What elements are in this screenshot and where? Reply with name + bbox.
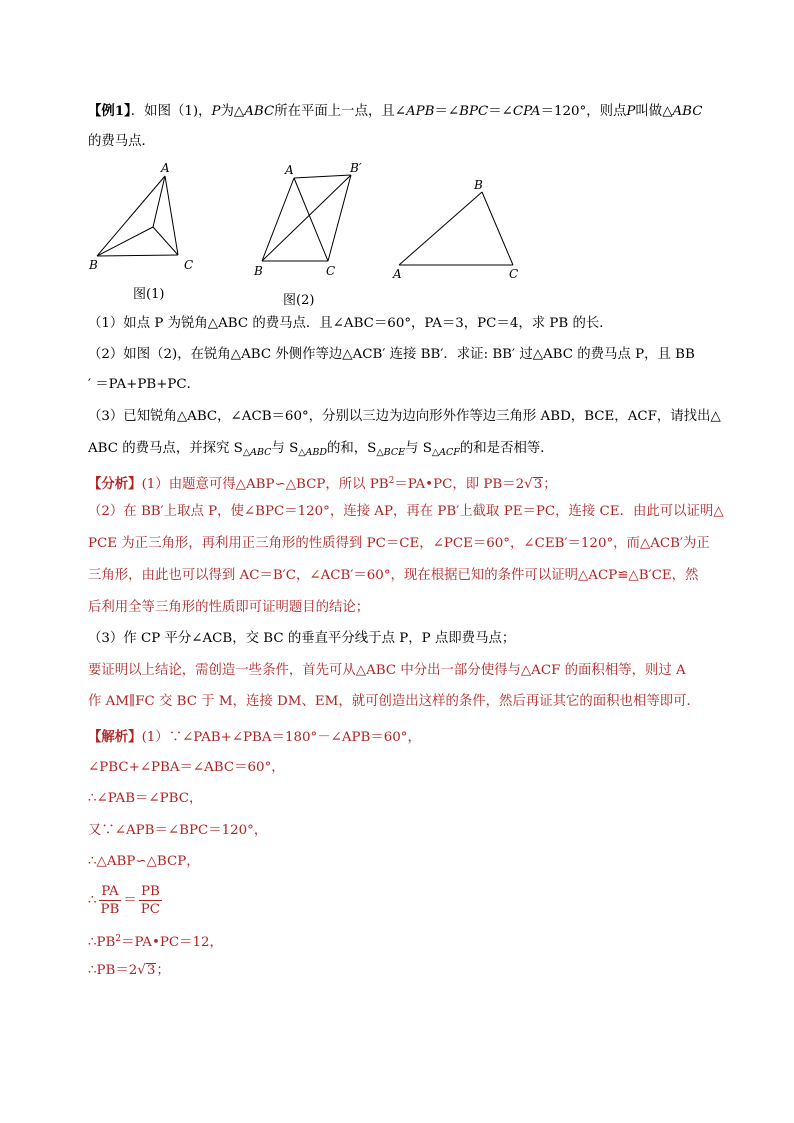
solution-line-8: ∴PB＝2√3； — [88, 963, 170, 978]
fig1-label-a: A — [161, 161, 170, 175]
analysis-line-3: PCE 为正三角形，再利用正三角形的性质得到 PC＝CE，∠PCE＝60°，∠CEB′＝120°，而△ACB′为正 — [88, 536, 710, 551]
figure-1 — [97, 176, 178, 256]
solution-line-1: 【解析】(1）∵∠PAB+∠PBA＝180°－∠APB＝60°， — [88, 729, 421, 745]
question-3-line-2: ABC 的费马点，并探究 $S_{\triangle ABC}$与 $S_{\triangle ABD}$的和，$S_{\triangle BCE}$与 $S_{\triangle ACF}$的和是否相等． — [88, 441, 554, 458]
question-2-line-1: （2）如图（2)，在锐角△ABC 外侧作等边△ACB′ 连接 BB′．求证: BB′ 过△ABC 的费马点 P，且 BB — [88, 347, 695, 362]
analysis-tag: 【分析】 — [88, 476, 142, 492]
radical-glyph: √ — [137, 963, 146, 978]
sqrt-symbol: 3 — [146, 963, 156, 978]
example-intro-line: 【例1】．如图（1)，P为△ABC所在平面上一点，且∠APB＝∠BPC＝∠CPA＝120°，则点P叫做△ABC — [88, 103, 703, 119]
question-3-line-1: （3）已知锐角△ABC，∠ACB＝60°，分别以三边为边向形外作等边三角形 ABD，BCE，ACF，请找出△ — [88, 409, 721, 424]
example-tag: 【例1】 — [88, 103, 131, 119]
analysis-line-4: 三角形，由此也可以得到 AC＝B′C，∠ACB′＝60°，现在根据已知的条件可以证明△ACP≌△B′CE，然 — [88, 568, 699, 583]
analysis-line-7: 要证明以上结论，需创造一些条件，首先可从△ABC 中分出一部分使得与△ACF 的面积相等，则过 A — [88, 663, 686, 678]
fig3-label-b: B — [474, 178, 483, 192]
figure-2 — [262, 175, 351, 261]
solution-line-7: $\therefore PB^2=PA•PC=12$， — [88, 934, 223, 950]
solution-line-5: ∴△ABP∽△BCP， — [88, 854, 200, 869]
fig2-label-c: C — [326, 264, 336, 278]
fig2-label-bprime: B′ — [350, 161, 362, 175]
fig3-label-a: A — [393, 267, 402, 281]
analysis-line-8: 作 AM∥FC 交 BC 于 M，连接 DM、EM，就可创造出这样的条件，然后再证其它的面积也相等即可． — [88, 694, 700, 709]
fig1-label-b: B — [89, 258, 98, 272]
fig2-caption: 图(2) — [283, 293, 315, 308]
solution-line-4: 又∵∠APB＝∠BPC＝120°， — [88, 823, 268, 838]
solution-tag: 【解析】 — [88, 729, 142, 745]
question-2-line-2: ′ ＝PA+PB+PC． — [88, 377, 201, 392]
analysis-line-5: 后利用全等三角形的性质即可证明题目的结论； — [88, 600, 370, 615]
solution-line-3: ∴∠PAB＝∠PBC， — [88, 791, 203, 806]
fig3-label-c: C — [509, 267, 519, 281]
figure-3 — [399, 192, 513, 265]
radical-glyph: √ — [524, 477, 533, 492]
solution-line-2: ∠PBC+∠PBA＝∠ABC＝60°， — [88, 760, 285, 775]
fig2-label-a: A — [285, 163, 294, 177]
sqrt-symbol: 3 — [533, 477, 543, 492]
analysis-line-6: （3）作 CP 平分∠ACB，交 BC 的垂直平分线于点 P，P 点即费马点； — [88, 631, 516, 646]
fraction-pa-pb: $\frac{PA}{PB}$ — [100, 884, 120, 917]
fig2-label-b: B — [254, 264, 263, 278]
analysis-line-1: 【分析】(1）由题意可得△ABP∽△BCP，所以 $PB^2=PA•PC$，即 PB＝2√3； — [88, 476, 557, 492]
fig1-label-c: C — [184, 258, 194, 272]
fraction-pb-pc: $\frac{PB}{PC}$ — [140, 884, 161, 917]
fig1-caption: 图(1) — [133, 287, 165, 302]
analysis-line-2: （2）在 BB′上取点 P，使∠BPC＝120°，连接 AP，再在 PB′上截取 PE＝PC，连接 CE．由此可以证明△ — [88, 504, 724, 519]
question-1: （1）如点 P 为锐角△ABC 的费马点．且∠ABC＝60°，PA＝3，PC＝4，求 PB 的长． — [88, 316, 613, 331]
example-intro-line-2: 的费马点． — [88, 134, 155, 149]
figures — [0, 160, 794, 310]
solution-line-6: ∴ $\frac{PA}{PB}$ ＝ $\frac{PB}{PC}$ — [88, 884, 161, 917]
